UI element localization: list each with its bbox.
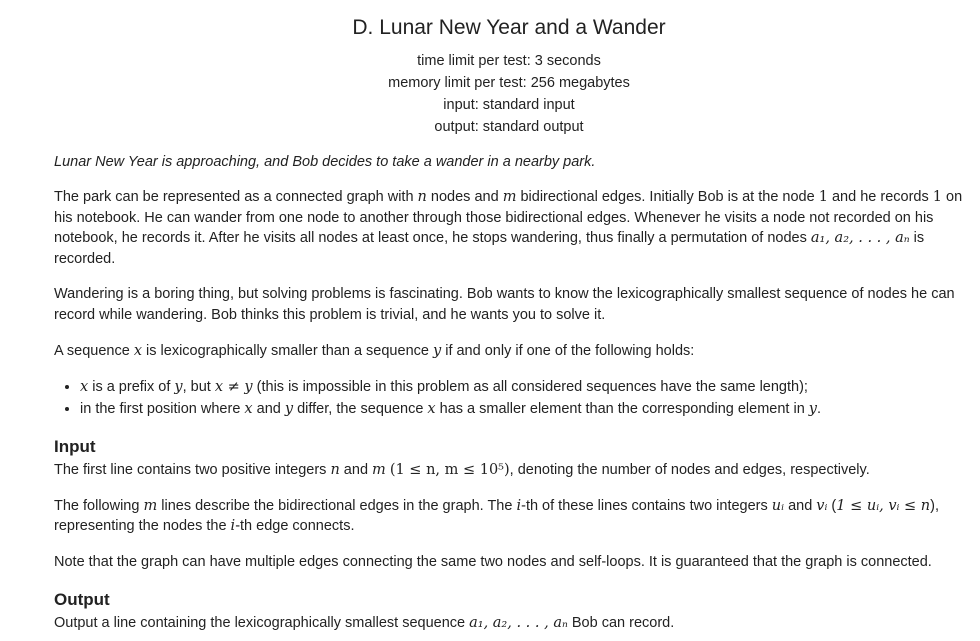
math-one: 1 xyxy=(818,189,828,205)
problem-title: D. Lunar New Year and a Wander xyxy=(352,16,666,39)
math-x: x xyxy=(427,401,436,418)
math-i: i xyxy=(230,518,236,535)
problem-header xyxy=(54,14,964,138)
condition-item-1 xyxy=(80,376,964,398)
math-sequence: a₁, a₂, . . . , aₙ xyxy=(810,230,910,247)
input-paragraph-3: Note that the graph can have multiple edges connecting the same two nodes and self-loops. It is guaranteed that the graph is connected. xyxy=(54,553,932,570)
math-y: y xyxy=(808,401,817,418)
math-y: y xyxy=(174,379,183,396)
text: differ, the sequence xyxy=(293,401,428,418)
condition-list xyxy=(54,376,964,420)
input-file: input: standard input xyxy=(443,97,575,113)
math-constraint: 1 ≤ uᵢ, vᵢ ≤ n xyxy=(836,497,931,514)
text: . xyxy=(817,401,822,418)
text: lines describe the bidirectional edges in the graph. The xyxy=(157,497,517,514)
math-m: m xyxy=(143,497,158,514)
text: , but xyxy=(182,379,215,396)
text: -th edge connects. xyxy=(235,518,355,535)
text: nodes and xyxy=(426,189,503,205)
text: and he records xyxy=(827,189,933,205)
output-section-title: Output xyxy=(54,589,110,609)
text: Bob can record. xyxy=(567,614,675,631)
problem-statement xyxy=(54,14,964,633)
math-i: i xyxy=(516,497,522,514)
math-v: vᵢ xyxy=(816,497,828,514)
text: , denoting the number of nodes and edges, respectively. xyxy=(509,462,870,479)
math-n: n xyxy=(417,189,427,205)
text: and xyxy=(339,462,373,479)
text: ), representing the nodes the xyxy=(54,497,940,535)
condition-item-2 xyxy=(80,398,964,420)
text: is lexicographically smaller than a sequence xyxy=(142,342,433,359)
input-paragraph-1 xyxy=(54,460,964,481)
math-x: x xyxy=(80,379,89,396)
time-limit: time limit per test: 3 seconds xyxy=(417,53,601,69)
math-one: 1 xyxy=(932,189,942,205)
text: and xyxy=(252,401,285,418)
legend-paragraph-3 xyxy=(54,341,964,362)
text: on his notebook. He can wander from one node to another through those bidirectional edges. Whenever he visits a node not recorded on his notebook, he records it. After he visits all nodes at least once, he stops wandering, thus finally a permutation of nodes xyxy=(54,189,963,247)
math-y: y xyxy=(432,342,442,359)
legend-paragraph-2: Wandering is a boring thing, but solving problems is fascinating. Bob wants to know the lexicographically smallest sequence of nodes he can record while wandering. Bob thinks this problem is trivial, and he wants you to solve it. xyxy=(54,286,955,323)
math-n: n xyxy=(330,462,340,479)
text: is recorded. xyxy=(54,230,925,267)
input-section-title: Input xyxy=(54,437,96,457)
text: The first line contains two positive integers xyxy=(54,462,331,479)
text: and xyxy=(784,497,817,514)
text: in the first position where xyxy=(80,401,245,418)
math-sequence: a₁, a₂, . . . , aₙ xyxy=(469,614,568,631)
math-x: x xyxy=(244,401,253,418)
output-file: output: standard output xyxy=(434,119,584,135)
math-x-neq-y: x ≠ y xyxy=(214,379,253,396)
math-x: x xyxy=(133,342,143,359)
legend-intro: Lunar New Year is approaching, and Bob decides to take a wander in a nearby park. xyxy=(54,154,596,170)
text: is a prefix of xyxy=(88,379,175,396)
text: (this is impossible in this problem as all considered sequences have the same length); xyxy=(252,379,808,396)
math-constraint: (1 ≤ n, m ≤ 10⁵) xyxy=(389,462,510,479)
math-y: y xyxy=(284,401,294,418)
output-paragraph-1 xyxy=(54,613,964,634)
text: The park can be represented as a connected graph with xyxy=(54,189,418,205)
memory-limit: memory limit per test: 256 megabytes xyxy=(388,75,630,91)
text: bidirectional edges. Initially Bob is at the node xyxy=(516,189,819,205)
input-paragraph-2 xyxy=(54,496,964,537)
math-m: m xyxy=(502,189,517,205)
text: A sequence xyxy=(54,342,134,359)
text: has a smaller element than the corresponding element in xyxy=(435,401,809,418)
legend-paragraph-1 xyxy=(54,187,964,269)
text: ( xyxy=(827,497,837,514)
text: The following xyxy=(54,497,144,514)
text: if and only if one of the following holds: xyxy=(441,342,695,359)
text: -th of these lines contains two integers xyxy=(521,497,772,514)
math-m: m xyxy=(372,462,386,479)
math-u: uᵢ xyxy=(771,497,785,514)
text: Output a line containing the lexicographically smallest sequence xyxy=(54,614,470,631)
